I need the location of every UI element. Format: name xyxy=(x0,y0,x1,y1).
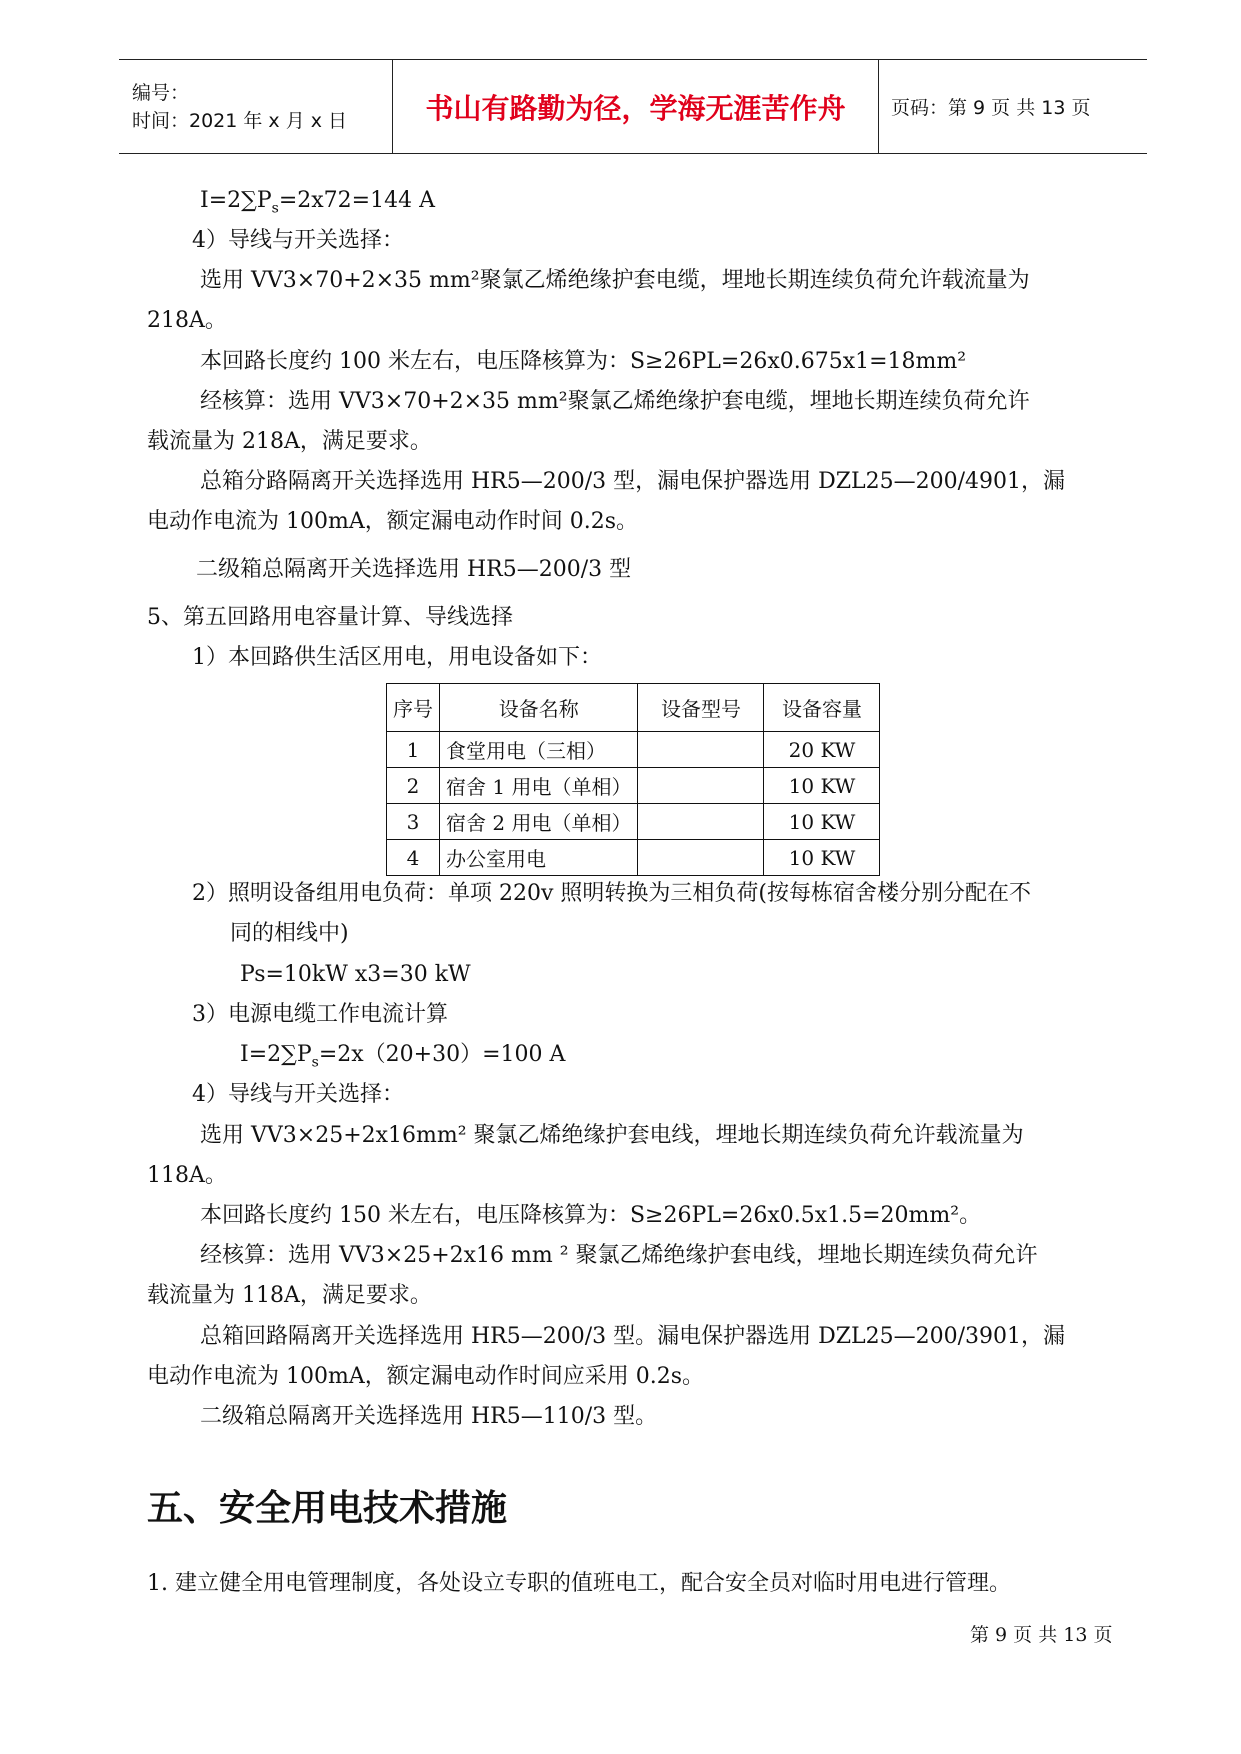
equipment-table xyxy=(386,683,880,876)
table-cell: 4 xyxy=(387,840,440,876)
paragraph-line: 选用 VV3×25+2x16mm² 聚氯乙烯绝缘护套电线，埋地长期连续负荷允许载流量为 xyxy=(200,1123,1024,1148)
table-cell: 宿舍 1 用电（单相） xyxy=(440,768,638,804)
paragraph-line: 二级箱总隔离开关选择选用 HR5—110/3 型。 xyxy=(200,1404,658,1429)
step-heading: 4）导线与开关选择： xyxy=(192,228,404,253)
paragraph-line: 载流量为 118A，满足要求。 xyxy=(147,1283,432,1308)
table-cell: 食堂用电（三相） xyxy=(440,732,638,768)
paragraph-line: 118A。 xyxy=(147,1163,227,1188)
table-header-cell: 设备型号 xyxy=(638,684,764,732)
table-header-row xyxy=(387,684,880,732)
header-motto: 书山有路勤为径，学海无涯苦作舟 xyxy=(392,60,879,153)
paragraph-line: 选用 VV3×70+2×35 mm²聚氯乙烯绝缘护套电缆，埋地长期连续负荷允许载流量为 xyxy=(200,268,1030,293)
paragraph-line: 载流量为 218A，满足要求。 xyxy=(147,429,432,454)
paragraph-line: 二级箱总隔离开关选择选用 HR5—200/3 型 xyxy=(196,557,632,582)
table-cell: 2 xyxy=(387,768,440,804)
table-row xyxy=(387,840,880,876)
paragraph-line: 218A。 xyxy=(147,308,227,333)
step-heading: 2）照明设备组用电负荷：单项 220v 照明转换为三相负荷(按每栋宿舍楼分别分配在不 xyxy=(192,881,1031,906)
section-title: 五、安全用电技术措施 xyxy=(147,1488,508,1529)
table-header-cell: 设备容量 xyxy=(764,684,880,732)
paragraph-line: 同的相线中) xyxy=(230,921,349,946)
table-cell: 20 KW xyxy=(764,732,880,768)
doc-number-label: 编号： xyxy=(132,81,190,104)
table-cell: 10 KW xyxy=(764,840,880,876)
table-cell: 3 xyxy=(387,804,440,840)
header-meta xyxy=(119,60,392,153)
table-cell xyxy=(638,840,764,876)
table-header-cell: 设备名称 xyxy=(440,684,638,732)
list-item: 1. 建立健全用电管理制度，各处设立专职的值班电工，配合安全员对临时用电进行管理。 xyxy=(147,1571,1011,1596)
step-heading: 4）导线与开关选择： xyxy=(192,1082,404,1107)
paragraph-line: 电动作电流为 100mA，额定漏电动作时间 0.2s。 xyxy=(147,509,639,534)
current-formula-4: $I=2\sum P_s=2x72=144$ A xyxy=(200,188,435,217)
doc-date-label: 时间：2021 年 x 月 x 日 xyxy=(132,109,348,132)
paragraph-line: 电动作电流为 100mA，额定漏电动作时间应采用 0.2s。 xyxy=(147,1364,705,1389)
table-cell: 办公室用电 xyxy=(440,840,638,876)
paragraph-line: 总箱分路隔离开关选择选用 HR5—200/3 型，漏电保护器选用 DZL25—200/4901，漏 xyxy=(200,469,1066,494)
table-cell: 10 KW xyxy=(764,768,880,804)
step-heading: 1）本回路供生活区用电，用电设备如下： xyxy=(192,645,602,670)
paragraph-line: 总箱回路隔离开关选择选用 HR5—200/3 型。漏电保护器选用 DZL25—200/3901，漏 xyxy=(200,1324,1066,1349)
paragraph-line: 经核算：选用 VV3×25+2x16 mm ² 聚氯乙烯绝缘护套电线，埋地长期连续负荷允许 xyxy=(200,1243,1038,1268)
current-formula-5: $I=2\sum P_s=2x(20+30)=100$ A xyxy=(240,1042,566,1071)
power-formula: Ps=10kW x3=30 kW xyxy=(240,962,471,987)
page-header xyxy=(119,59,1147,154)
table-header-cell: 序号 xyxy=(387,684,440,732)
table-row xyxy=(387,768,880,804)
table-cell: 宿舍 2 用电（单相） xyxy=(440,804,638,840)
table-row xyxy=(387,732,880,768)
table-cell: 10 KW xyxy=(764,804,880,840)
page-footer: 第 9 页 共 13 页 xyxy=(970,1624,1113,1646)
table-cell: 1 xyxy=(387,732,440,768)
paragraph-line: 本回路长度约 150 米左右，电压降核算为：S≥26PL=26x0.5x1.5=20mm²。 xyxy=(200,1203,982,1228)
header-page-number: 页码：第 9 页 共 13 页 xyxy=(891,97,1091,119)
subsection-heading: 5、第五回路用电容量计算、导线选择 xyxy=(147,605,513,630)
paragraph-line: 经核算：选用 VV3×70+2×35 mm²聚氯乙烯绝缘护套电缆，埋地长期连续负荷允许 xyxy=(200,389,1030,414)
paragraph-line: 本回路长度约 100 米左右，电压降核算为：S≥26PL=26x0.675x1=18mm² xyxy=(200,349,967,374)
step-heading: 3）电源电缆工作电流计算 xyxy=(192,1002,448,1027)
table-cell xyxy=(638,732,764,768)
table-cell xyxy=(638,804,764,840)
table-cell xyxy=(638,768,764,804)
table-row xyxy=(387,804,880,840)
